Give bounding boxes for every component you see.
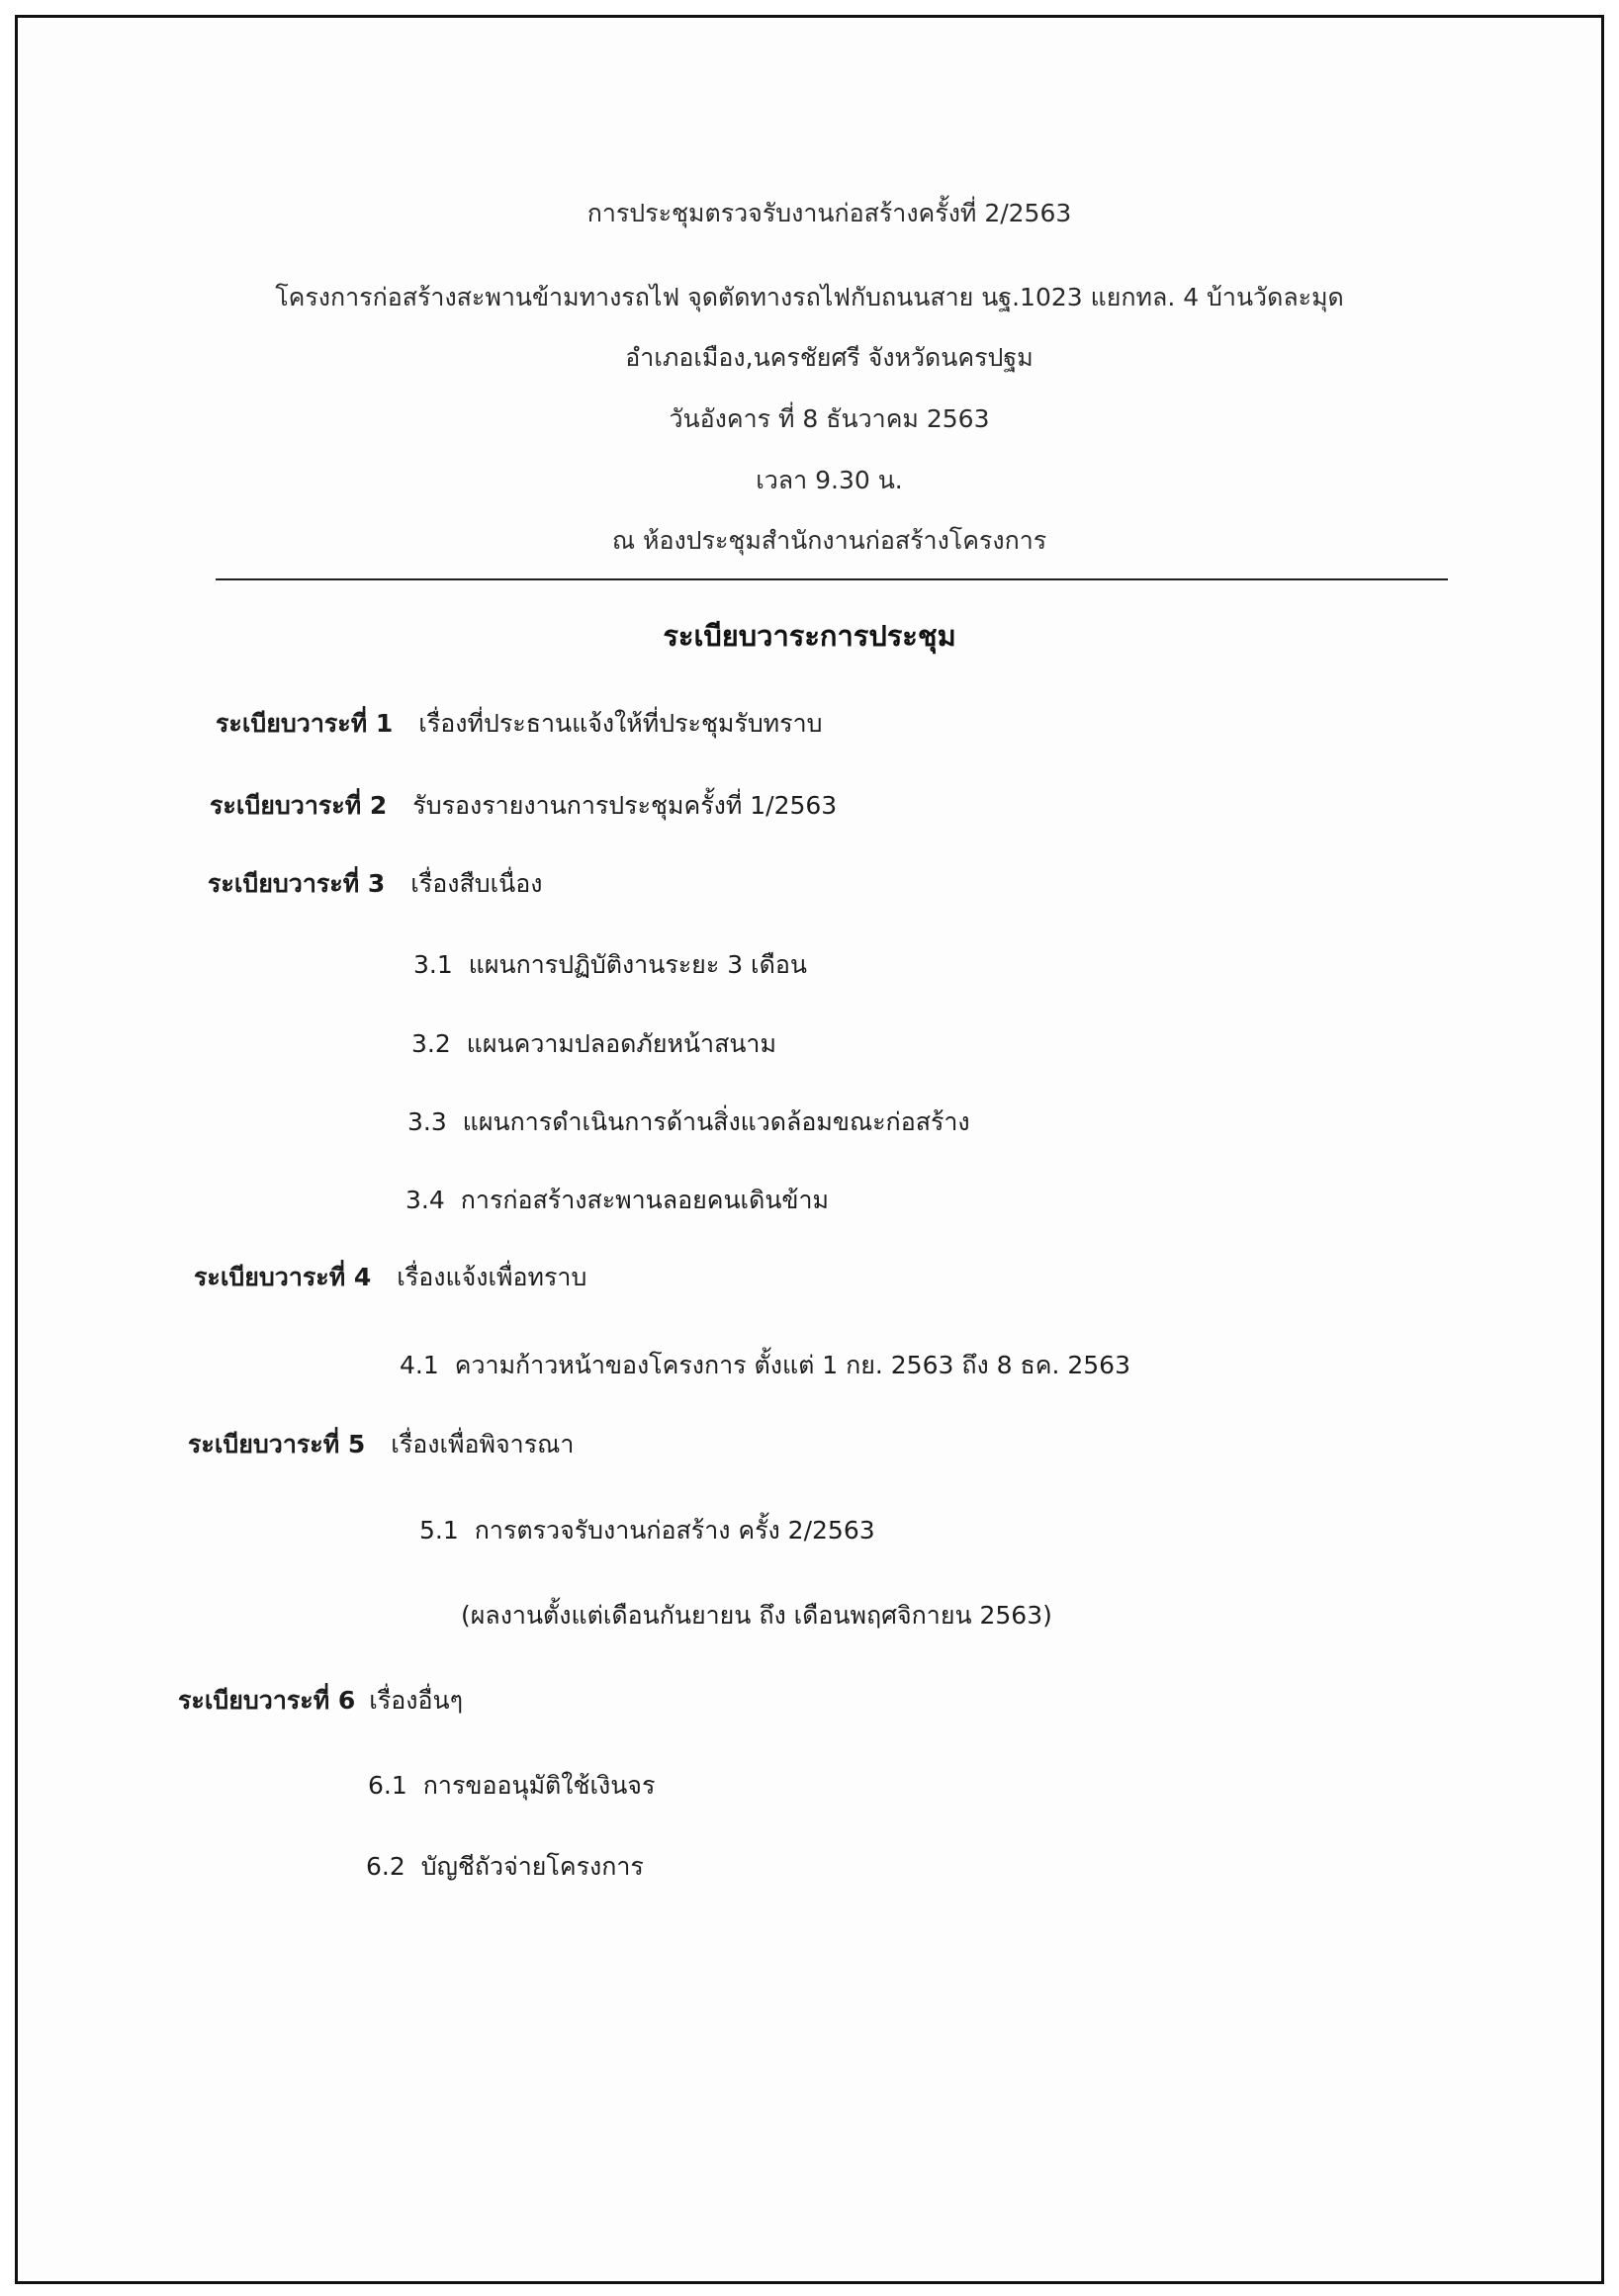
subitem-text: แผนความปลอดภัยหน้าสนาม (466, 1029, 776, 1058)
agenda-item-6 (178, 1681, 463, 1721)
agenda-subitem-6-2 (366, 1847, 644, 1887)
agenda-subitem-6-1 (368, 1766, 655, 1806)
agenda-subitem-3-2 (411, 1024, 776, 1064)
agenda-text: เรื่องแจ้งเพื่อทราบ (397, 1263, 587, 1291)
agenda-label: ระเบียบวาระที่ 1 (216, 709, 394, 738)
subitem-number: 5.1 (419, 1516, 459, 1545)
header-divider (216, 578, 1448, 580)
agenda-item-3 (208, 864, 542, 904)
meeting-time: เวลา 9.30 น. (756, 466, 903, 494)
agenda-subitem-3-1 (413, 945, 807, 985)
subitem-text: การตรวจรับงานก่อสร้าง ครั้ง 2/2563 (474, 1516, 875, 1545)
agenda-subitem-5-1 (419, 1511, 875, 1550)
subitem-text: บัญชีถัวจ่ายโครงการ (420, 1852, 644, 1881)
subitem-number: 6.1 (368, 1771, 407, 1800)
subitem-text: การก่อสร้างสะพานลอยคนเดินข้าม (460, 1186, 830, 1214)
agenda-note-5: (ผลงานตั้งแต่เดือนกันยายน ถึง เดือนพฤศจิกายน 2563) (461, 1601, 1052, 1630)
subitem-text: แผนการปฏิบัติงานระยะ 3 เดือน (468, 950, 807, 979)
agenda-item-1 (216, 704, 823, 744)
meeting-title: การประชุมตรวจรับงานก่อสร้างครั้งที่ 2/2563 (586, 199, 1072, 227)
subitem-text: แผนการดำเนินการด้านสิ่งแวดล้อมขณะก่อสร้าง (462, 1107, 970, 1136)
agenda-subitem-3-4 (405, 1181, 829, 1220)
subitem-text: การขออนุมัติใช้เงินจร (422, 1771, 656, 1800)
agenda-item-4 (194, 1258, 586, 1297)
agenda-heading: ระเบียบวาระการประชุม (663, 619, 956, 653)
subitem-text: ความก้าวหน้าของโครงการ ตั้งแต่ 1 กย. 2563 ถึง 8 ธค. 2563 (454, 1351, 1130, 1379)
agenda-text: เรื่องสืบเนื่อง (410, 869, 543, 898)
subitem-number: 3.3 (407, 1107, 447, 1136)
meeting-venue: ณ ห้องประชุมสำนักงานก่อสร้างโครงการ (611, 526, 1047, 555)
agenda-text: เรื่องเพื่อพิจารณา (391, 1430, 575, 1458)
subitem-number: 3.4 (405, 1186, 445, 1214)
agenda-label: ระเบียบวาระที่ 4 (194, 1263, 372, 1291)
agenda-text: รับรองรายงานการประชุมครั้งที่ 1/2563 (412, 791, 838, 820)
agenda-label: ระเบียบวาระที่ 6 (178, 1686, 356, 1715)
subitem-number: 3.1 (413, 950, 453, 979)
agenda-label: ระเบียบวาระที่ 3 (208, 869, 386, 898)
project-location: อำเภอเมือง,นครชัยศรี จังหวัดนครปฐม (625, 343, 1034, 372)
agenda-label: ระเบียบวาระที่ 5 (188, 1430, 366, 1458)
agenda-subitem-4-1 (400, 1346, 1130, 1385)
subitem-number: 3.2 (411, 1029, 451, 1058)
agenda-text: เรื่องอื่นๆ (369, 1686, 464, 1715)
agenda-item-5 (188, 1425, 574, 1464)
meeting-date: วันอังคาร ที่ 8 ธันวาคม 2563 (669, 404, 990, 433)
agenda-text: เรื่องที่ประธานแจ้งให้ที่ประชุมรับทราบ (418, 709, 823, 738)
subitem-number: 6.2 (366, 1852, 405, 1881)
agenda-label: ระเบียบวาระที่ 2 (210, 791, 388, 820)
subitem-number: 4.1 (400, 1351, 439, 1379)
agenda-subitem-3-3 (407, 1103, 970, 1142)
project-name: โครงการก่อสร้างสะพานข้ามทางรถไฟ จุดตัดทางรถไฟกับถนนสาย นฐ.1023 แยกทล. 4 บ้านวัดละมุด (275, 283, 1344, 311)
agenda-item-2 (210, 786, 837, 826)
